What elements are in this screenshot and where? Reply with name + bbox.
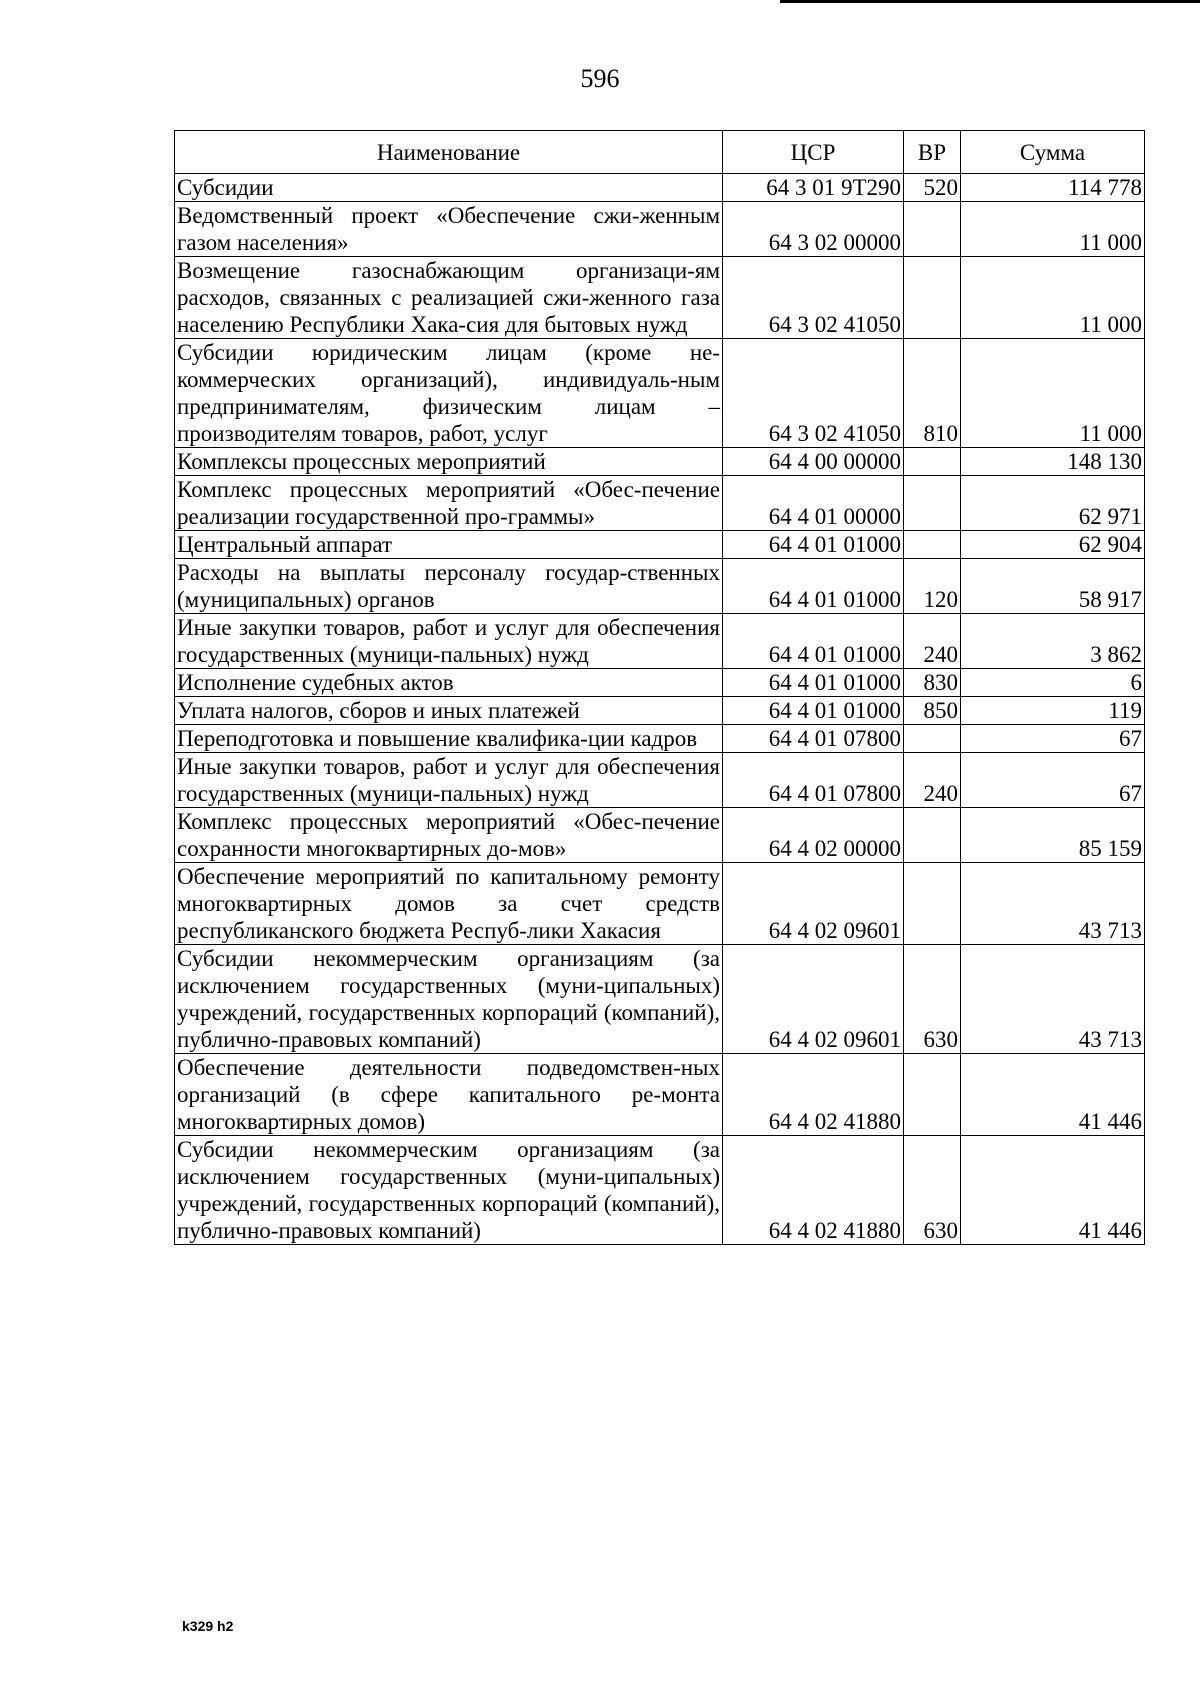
row-name: Субсидии юридическим лицам (кроме не-коммерческих организаций), индивидуаль-ным предпринимателям, физическим лицам – производителям товаров, работ, услуг <box>175 339 723 448</box>
row-name: Возмещение газоснабжающим организаци-ям расходов, связанных с реализацией сжи-женного газа населению Республики Хака-сия для бытовых нужд <box>175 257 723 339</box>
table-row <box>175 339 1145 448</box>
row-name: Субсидии <box>175 174 723 202</box>
row-csr: 64 4 01 01000 <box>723 697 904 725</box>
page-number: 596 <box>580 64 620 93</box>
table-row <box>175 614 1145 669</box>
row-name: Расходы на выплаты персоналу государ-ственных (муниципальных) органов <box>175 559 723 614</box>
table-row <box>175 1136 1145 1245</box>
table-body <box>175 174 1145 1245</box>
table-row <box>175 753 1145 808</box>
row-vr: 630 <box>904 1136 961 1245</box>
row-vr <box>904 725 961 753</box>
table-row <box>175 669 1145 697</box>
row-csr: 64 3 02 00000 <box>723 202 904 257</box>
top-border-line <box>780 0 1200 3</box>
table-row <box>175 863 1145 945</box>
row-sum: 62 904 <box>961 531 1145 559</box>
table-header-row <box>175 131 1145 174</box>
row-name: Обеспечение мероприятий по капитальному ремонту многоквартирных домов за счет средств республиканского бюджета Респуб-лики Хакасия <box>175 863 723 945</box>
row-csr: 64 4 02 00000 <box>723 808 904 863</box>
budget-table <box>174 130 1145 1245</box>
header-sum: Сумма <box>961 131 1145 174</box>
row-name: Исполнение судебных актов <box>175 669 723 697</box>
row-sum: 148 130 <box>961 448 1145 476</box>
row-name: Центральный аппарат <box>175 531 723 559</box>
table-row <box>175 725 1145 753</box>
row-vr: 850 <box>904 697 961 725</box>
row-csr: 64 4 01 07800 <box>723 725 904 753</box>
row-vr <box>904 863 961 945</box>
row-name: Иные закупки товаров, работ и услуг для обеспечения государственных (муници-пальных) нужд <box>175 753 723 808</box>
row-csr: 64 4 02 09601 <box>723 945 904 1054</box>
table-row <box>175 559 1145 614</box>
row-vr: 520 <box>904 174 961 202</box>
row-csr: 64 4 01 01000 <box>723 559 904 614</box>
row-sum: 43 713 <box>961 863 1145 945</box>
row-csr: 64 3 02 41050 <box>723 257 904 339</box>
row-sum: 43 713 <box>961 945 1145 1054</box>
row-sum: 41 446 <box>961 1136 1145 1245</box>
row-name: Комплекс процессных мероприятий «Обес-печение реализации государственной про-граммы» <box>175 476 723 531</box>
row-name: Иные закупки товаров, работ и услуг для обеспечения государственных (муници-пальных) нужд <box>175 614 723 669</box>
row-vr <box>904 202 961 257</box>
row-name: Обеспечение деятельности подведомствен-ных организаций (в сфере капитального ре-монта многоквартирных домов) <box>175 1054 723 1136</box>
row-vr <box>904 448 961 476</box>
row-sum: 67 <box>961 753 1145 808</box>
row-name: Ведомственный проект «Обеспечение сжи-женным газом населения» <box>175 202 723 257</box>
row-vr <box>904 808 961 863</box>
row-vr: 830 <box>904 669 961 697</box>
row-vr: 630 <box>904 945 961 1054</box>
row-name: Комплекс процессных мероприятий «Обес-печение сохранности многоквартирных до-мов» <box>175 808 723 863</box>
row-csr: 64 4 00 00000 <box>723 448 904 476</box>
row-vr: 120 <box>904 559 961 614</box>
row-sum: 41 446 <box>961 1054 1145 1136</box>
row-csr: 64 3 01 9Т290 <box>723 174 904 202</box>
table-row <box>175 1054 1145 1136</box>
row-csr: 64 4 02 41880 <box>723 1054 904 1136</box>
row-sum: 11 000 <box>961 202 1145 257</box>
row-vr: 240 <box>904 753 961 808</box>
row-sum: 85 159 <box>961 808 1145 863</box>
table-row <box>175 448 1145 476</box>
table-row <box>175 257 1145 339</box>
row-csr: 64 4 01 00000 <box>723 476 904 531</box>
row-sum: 11 000 <box>961 257 1145 339</box>
header-vr: ВР <box>904 131 961 174</box>
row-vr: 810 <box>904 339 961 448</box>
row-csr: 64 4 01 07800 <box>723 753 904 808</box>
footer-code: k329 h2 <box>182 1618 234 1634</box>
table-row <box>175 808 1145 863</box>
table-row <box>175 945 1145 1054</box>
row-vr <box>904 257 961 339</box>
table-row <box>175 174 1145 202</box>
table-row <box>175 531 1145 559</box>
row-sum: 3 862 <box>961 614 1145 669</box>
row-name: Субсидии некоммерческим организациям (за исключением государственных (муни-ципальных) учреждений, государственных корпораций (компаний), публично-правовых компаний) <box>175 1136 723 1245</box>
row-vr <box>904 476 961 531</box>
row-name: Переподготовка и повышение квалифика-ции кадров <box>175 725 723 753</box>
row-sum: 67 <box>961 725 1145 753</box>
row-name: Уплата налогов, сборов и иных платежей <box>175 697 723 725</box>
row-vr: 240 <box>904 614 961 669</box>
row-csr: 64 4 01 01000 <box>723 531 904 559</box>
header-csr: ЦСР <box>723 131 904 174</box>
row-name: Субсидии некоммерческим организациям (за исключением государственных (муни-ципальных) учреждений, государственных корпораций (компаний), публично-правовых компаний) <box>175 945 723 1054</box>
row-sum: 11 000 <box>961 339 1145 448</box>
row-sum: 6 <box>961 669 1145 697</box>
row-sum: 119 <box>961 697 1145 725</box>
row-sum: 58 917 <box>961 559 1145 614</box>
header-name: Наименование <box>175 131 723 174</box>
row-vr <box>904 1054 961 1136</box>
row-csr: 64 4 01 01000 <box>723 614 904 669</box>
row-csr: 64 3 02 41050 <box>723 339 904 448</box>
row-csr: 64 4 01 01000 <box>723 669 904 697</box>
table-row <box>175 697 1145 725</box>
row-sum: 62 971 <box>961 476 1145 531</box>
row-sum: 114 778 <box>961 174 1145 202</box>
row-name: Комплексы процессных мероприятий <box>175 448 723 476</box>
table-row <box>175 476 1145 531</box>
row-csr: 64 4 02 41880 <box>723 1136 904 1245</box>
table-row <box>175 202 1145 257</box>
row-vr <box>904 531 961 559</box>
row-csr: 64 4 02 09601 <box>723 863 904 945</box>
